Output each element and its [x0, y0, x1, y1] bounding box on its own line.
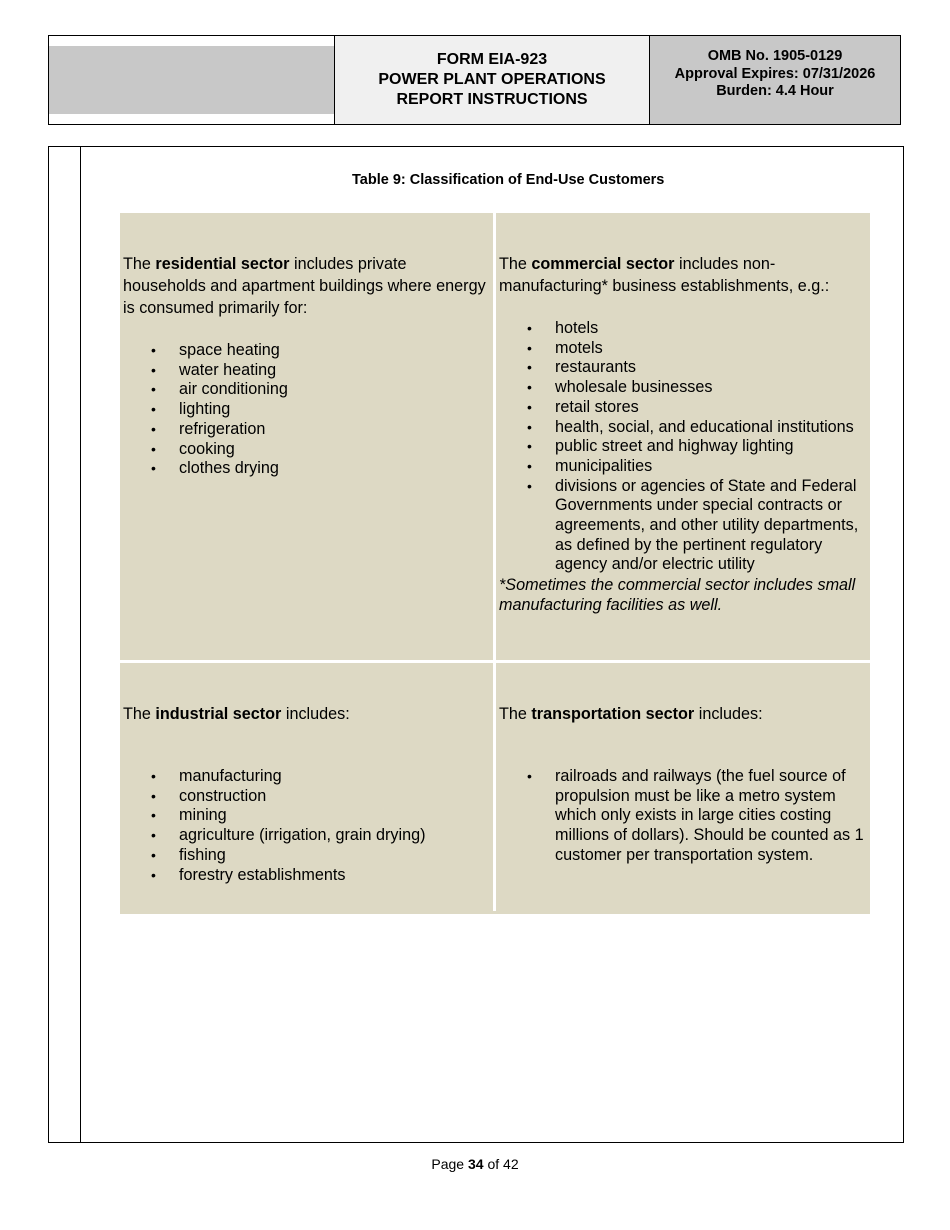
header-left-panel	[49, 36, 335, 124]
page-total: 42	[503, 1156, 519, 1172]
list-item: • retail stores	[499, 398, 869, 418]
list-item: • agriculture (irrigation, grain drying)	[123, 826, 491, 846]
list-item: • railroads and railways (the fuel source of propulsion must be like a metro system which only exists in large cities costing millions of dollars). Should be counted as 1 customer per transportation system.	[499, 767, 869, 866]
transportation-list	[499, 767, 869, 866]
list-item: • wholesale businesses	[499, 378, 869, 398]
transportation-sector-cell	[499, 703, 869, 866]
classification-table	[120, 213, 870, 914]
column-separator	[493, 213, 496, 911]
industrial-list	[123, 767, 491, 885]
list-item: • public street and highway lighting	[499, 437, 869, 457]
commercial-term: commercial sector	[531, 255, 675, 273]
commercial-footnote: *Sometimes the commercial sector includes small manufacturing facilities as well.	[499, 576, 856, 615]
list-item: • health, social, and educational institutions	[499, 418, 869, 438]
omb-number: OMB No. 1905-0129	[707, 48, 843, 64]
list-item: • water heating	[123, 361, 491, 381]
page-number: 34	[467, 1156, 484, 1172]
list-item: • construction	[123, 787, 491, 807]
residential-intro: The residential sector includes private households and apartment buildings where energy is consumed primarily for:	[123, 255, 486, 317]
omb-info-block	[650, 36, 900, 124]
form-title-block	[335, 36, 650, 124]
list-item: • cooking	[123, 440, 491, 460]
residential-term: residential sector	[155, 255, 290, 273]
transportation-intro: The transportation sector includes:	[499, 705, 763, 723]
list-item: • hotels	[499, 319, 869, 339]
list-item: • fishing	[123, 846, 491, 866]
row-separator	[120, 660, 870, 663]
list-item: • lighting	[123, 400, 491, 420]
form-title-line-2: POWER PLANT OPERATIONS	[378, 71, 606, 88]
form-title-line-3: REPORT INSTRUCTIONS	[396, 91, 588, 108]
list-item: • restaurants	[499, 358, 869, 378]
residential-sector-cell	[123, 253, 491, 479]
commercial-intro: The commercial sector includes non-manufacturing* business establishments, e.g.:	[499, 255, 830, 295]
list-item: • forestry establishments	[123, 866, 491, 886]
commercial-list	[499, 319, 869, 575]
residential-list	[123, 341, 491, 479]
list-item: • divisions or agencies of State and Federal Governments under special contracts or agreements, and other utility departments, as defined by the pertinent regulatory agency and/or electric utility	[499, 477, 869, 576]
industrial-term: industrial sector	[155, 705, 282, 723]
list-item: • refrigeration	[123, 420, 491, 440]
industrial-intro: The industrial sector includes:	[123, 705, 350, 723]
page-footer: Page 34 of 42	[431, 1156, 519, 1172]
transportation-term: transportation sector	[531, 705, 695, 723]
table-title: Table 9: Classification of End-Use Customers	[352, 172, 665, 188]
commercial-sector-cell	[499, 253, 869, 615]
list-item: • air conditioning	[123, 380, 491, 400]
header-gray-band	[49, 46, 334, 114]
list-item: • manufacturing	[123, 767, 491, 787]
list-item: • mining	[123, 806, 491, 826]
burden-hours: Burden: 4.4 Hour	[716, 83, 834, 99]
list-item: • motels	[499, 339, 869, 359]
form-header	[48, 35, 901, 125]
industrial-sector-cell	[123, 703, 491, 885]
frame-margin-line	[80, 147, 81, 1142]
approval-expires: Approval Expires: 07/31/2026	[674, 65, 876, 82]
list-item: • clothes drying	[123, 459, 491, 479]
list-item: • municipalities	[499, 457, 869, 477]
list-item: • space heating	[123, 341, 491, 361]
form-title-line-1: FORM EIA-923	[436, 51, 548, 68]
